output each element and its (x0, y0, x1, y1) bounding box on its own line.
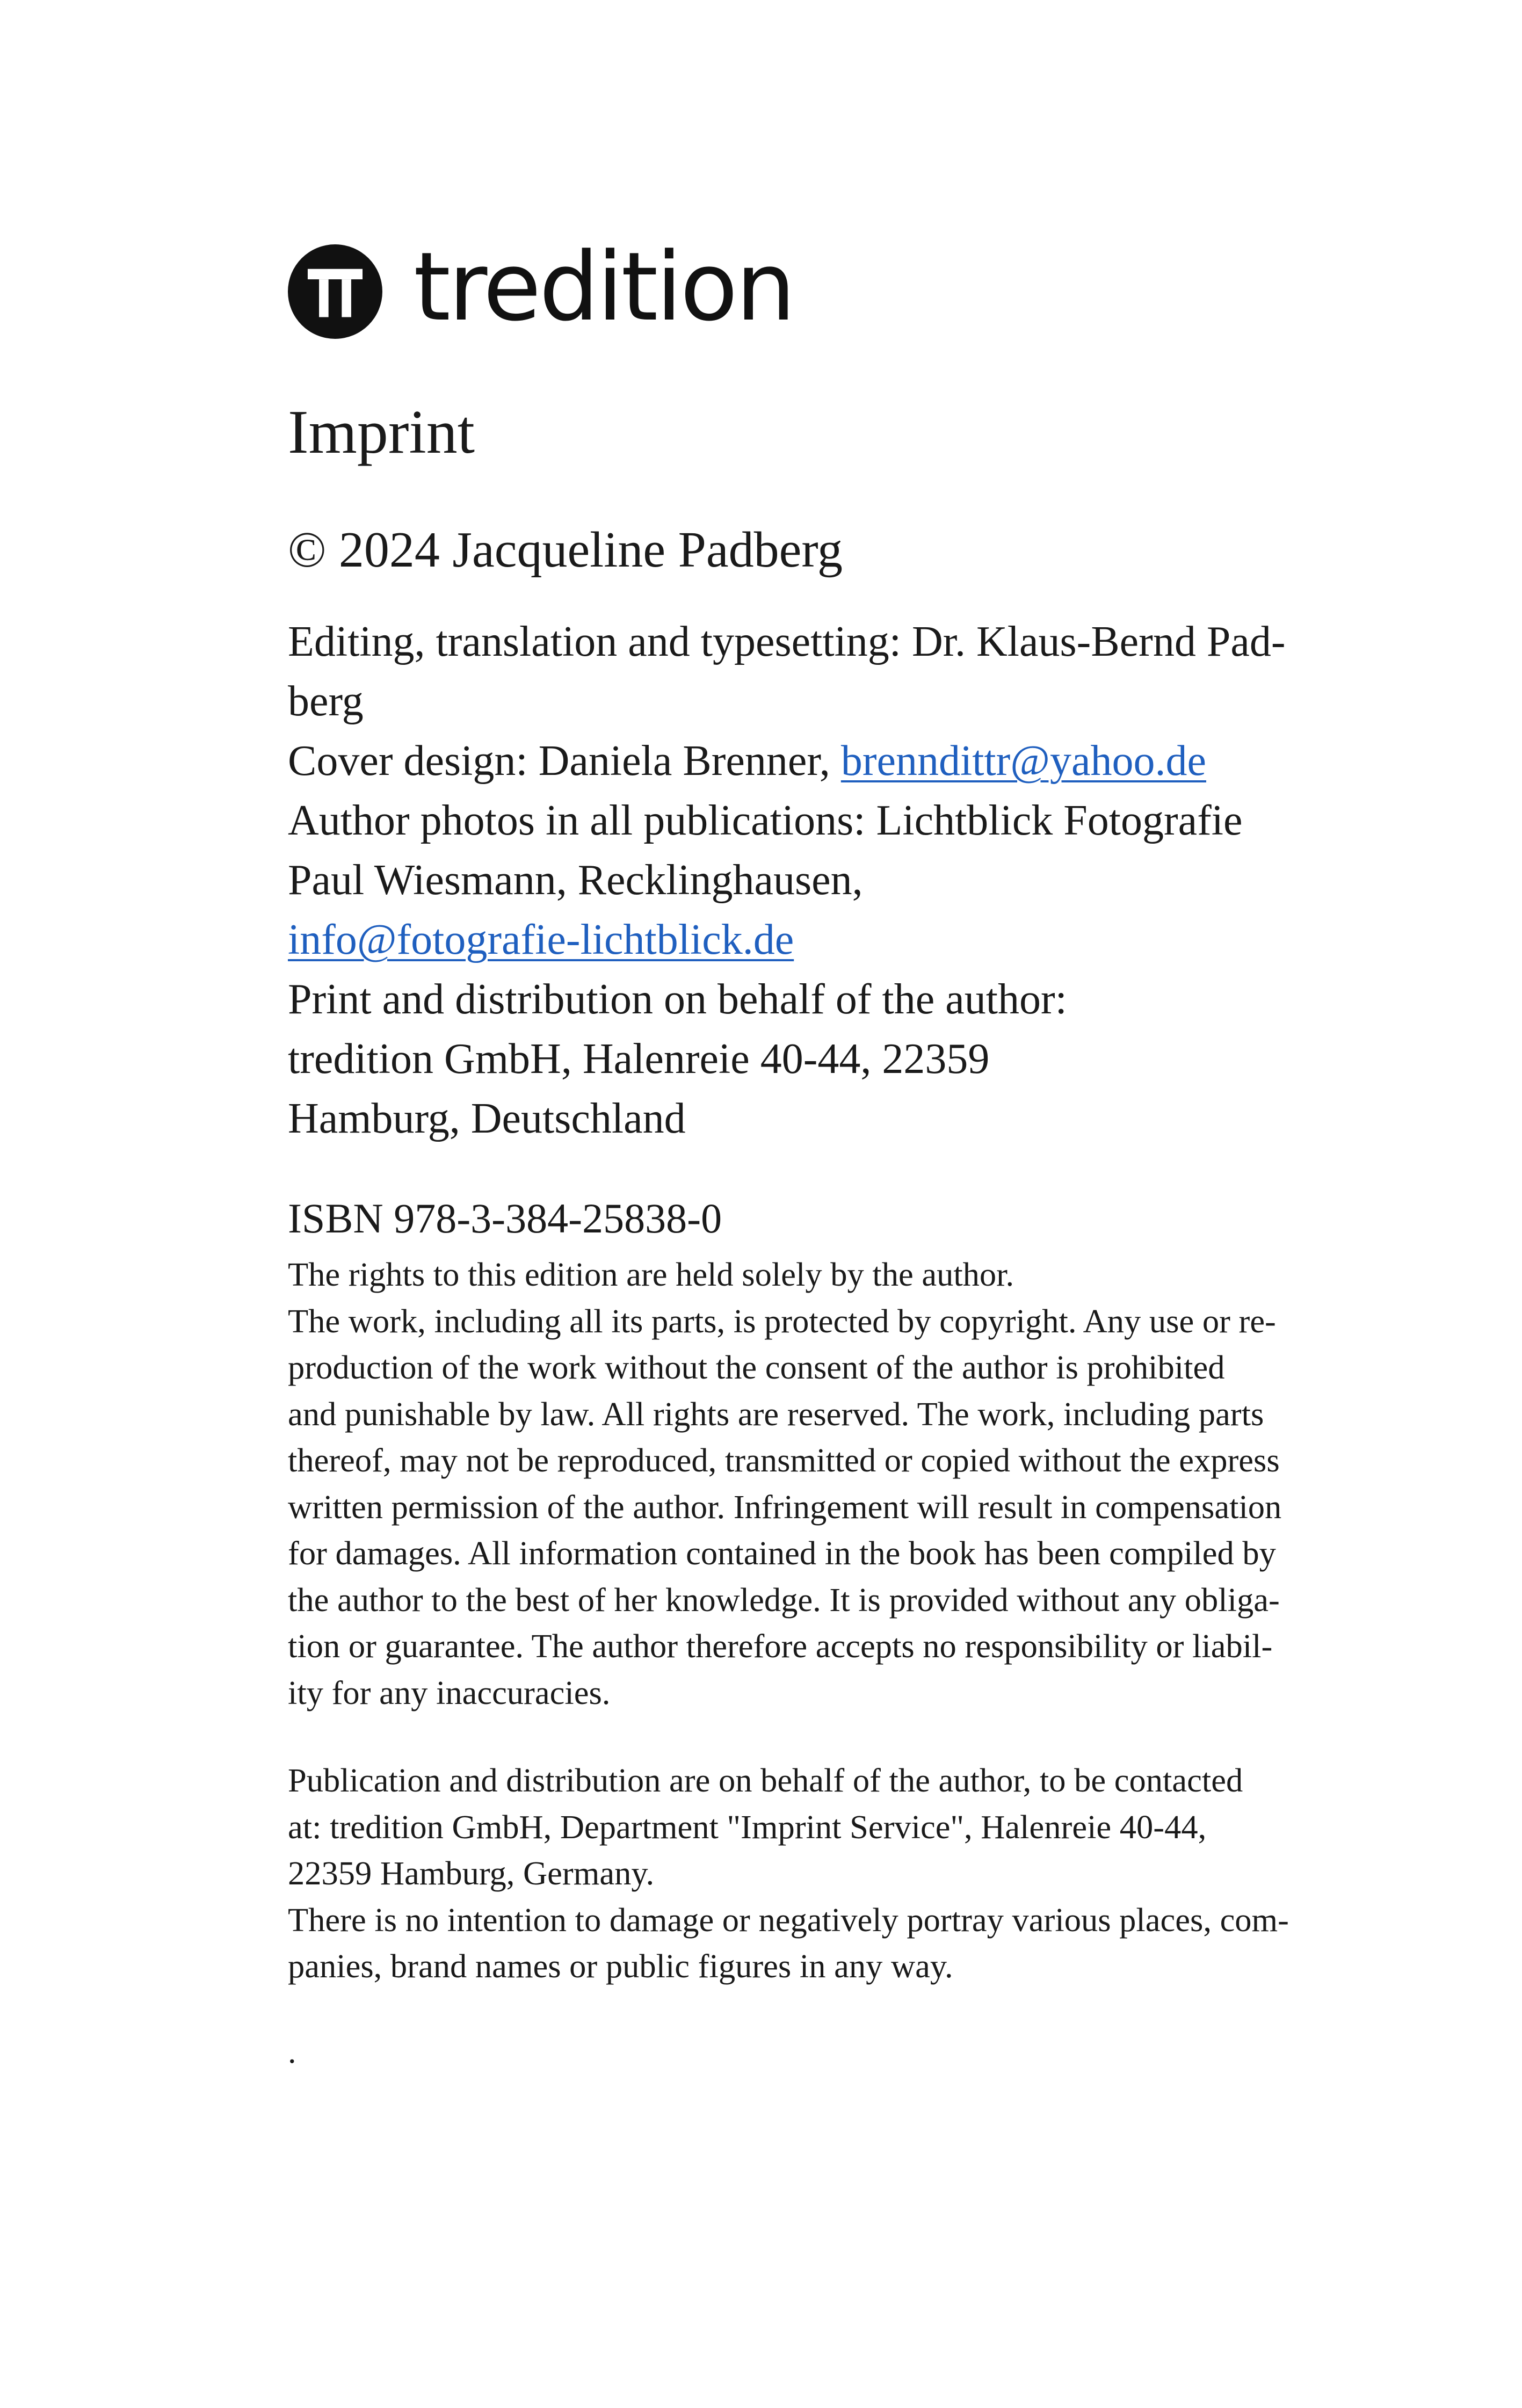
publication-line: at: tredition GmbH, Department "Imprint Service", Halenreie 40-44, (288, 1808, 1207, 1846)
publication-paragraph (288, 1757, 1362, 1990)
photo-credit-line-1: Author photos in all publications: Lichtblick Fotografie (288, 797, 1243, 844)
logo-wordmark: tredition (414, 232, 794, 342)
rights-line: tion or guarantee. The author therefore accepts no responsibility or liabil- (288, 1627, 1273, 1665)
rights-line: ity for any inaccuracies. (288, 1673, 611, 1711)
rights-paragraph (288, 1251, 1362, 1716)
page-title: Imprint (288, 398, 475, 467)
photo-credit-line-2: Paul Wiesmann, Recklinghausen, (288, 857, 863, 904)
isbn-number: ISBN 978-3-384-25838-0 (288, 1195, 722, 1242)
copyright-notice: © 2024 Jacqueline Padberg (288, 522, 843, 578)
rights-line: and punishable by law. All rights are reserved. The work, including parts (288, 1395, 1264, 1433)
rights-line: for damages. All information contained in the book has been compiled by (288, 1534, 1276, 1572)
photo-credit-email-line (288, 910, 1335, 970)
publication-line: 22359 Hamburg, Germany. (288, 1854, 655, 1892)
publication-line: Publication and distribution are on behalf of the author, to be contacted (288, 1761, 1243, 1799)
trailing-period: . (288, 2034, 296, 2070)
cover-design-label: Cover design: Daniela Brenner, (288, 737, 841, 785)
editing-credit-line-1: Editing, translation and typesetting: Dr. Klaus-Bernd Pad- (288, 618, 1286, 665)
print-credit-line-3: Hamburg, Deutschland (288, 1095, 686, 1142)
tredition-logo-icon (288, 244, 382, 339)
rights-line: The rights to this edition are held solely by the author. (288, 1256, 1014, 1293)
rights-line: written permission of the author. Infringement will result in compensation (288, 1488, 1282, 1526)
photographer-email-link[interactable]: info@fotografie-lichtblick.de (288, 916, 794, 963)
credits-block (288, 612, 1335, 1149)
cover-designer-email-link[interactable]: brenndittr@yahoo.de (840, 737, 1206, 785)
cover-design-credit (288, 731, 1335, 791)
publication-line: panies, brand names or public figures in any way. (288, 1947, 953, 1985)
rights-line: the author to the best of her knowledge. It is provided without any obliga- (288, 1580, 1280, 1619)
publication-line: There is no intention to damage or negatively portray various places, com- (288, 1901, 1289, 1939)
rights-line: production of the work without the consent of the author is prohibited (288, 1348, 1225, 1386)
tredition-logo (288, 232, 794, 343)
editing-credit-line-2: berg (288, 678, 364, 725)
print-credit-line-1: Print and distribution on behalf of the author: (288, 976, 1067, 1023)
rights-line: The work, including all its parts, is protected by copyright. Any use or re- (288, 1302, 1276, 1340)
print-credit-line-2: tredition GmbH, Halenreie 40-44, 22359 (288, 1035, 990, 1083)
rights-line: thereof, may not be reproduced, transmitted or copied without the express (288, 1441, 1280, 1479)
